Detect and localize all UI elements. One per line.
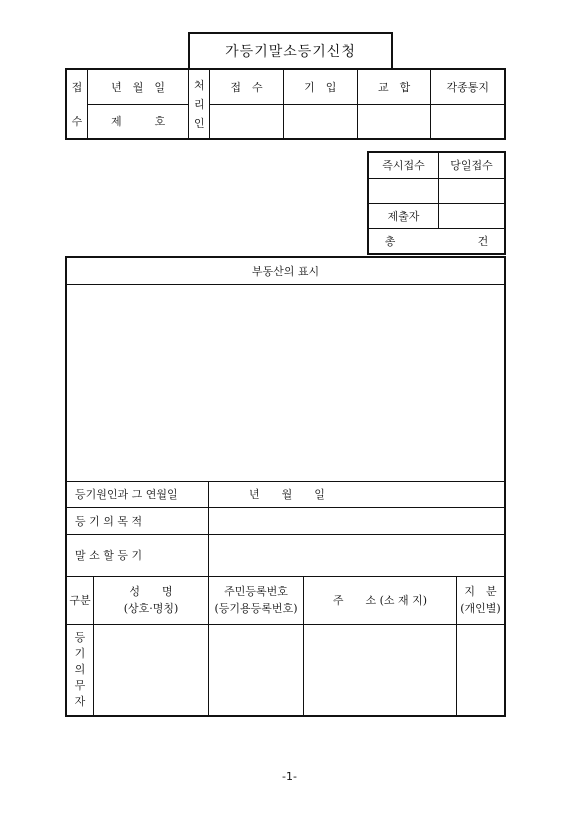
page-number: -1-: [282, 770, 297, 783]
submission-table: [367, 151, 506, 255]
cancel-registration-field[interactable]: [209, 534, 506, 576]
share-header-line-1: 지 분: [464, 585, 497, 598]
reception-label-top: 접: [66, 69, 87, 104]
obligor-name-cell[interactable]: [94, 624, 209, 716]
total-label: 총: [384, 234, 396, 248]
name-header-line-1: 성 명: [129, 585, 173, 598]
submitter-label: 제출자: [368, 203, 439, 228]
handler-label: [189, 69, 210, 139]
id-header-line-2: (등기용등록번호): [214, 602, 298, 615]
obligor-char: 의: [74, 662, 86, 676]
cause-date-field[interactable]: 년 월 일: [209, 481, 506, 507]
id-header: [209, 576, 304, 624]
division-header: 구분: [66, 576, 94, 624]
obligor-char: 기: [74, 646, 86, 660]
share-header-line-2: (개인별): [460, 602, 501, 615]
cause-label: 등기원인과 그 연월일: [66, 481, 209, 507]
number-field: 제 호: [87, 104, 189, 139]
col-check: 교 합: [357, 69, 431, 104]
immediate-label: 즉시접수: [368, 152, 439, 178]
address-header: 주 소 (소 재 지): [304, 576, 457, 624]
reception-label-bottom: 수: [66, 104, 87, 139]
cancel-registration-label: 말 소 할 등 기: [66, 534, 209, 576]
date-field: 년 월 일: [87, 69, 189, 104]
total-row: [368, 228, 505, 254]
purpose-field[interactable]: [209, 507, 506, 534]
obligor-share-cell[interactable]: [457, 624, 506, 716]
obligor-char: 무: [74, 678, 86, 692]
id-header-line-1: 주민등록번호: [224, 585, 288, 598]
immediate-cell[interactable]: [368, 178, 439, 203]
col-entry: 기 입: [283, 69, 357, 104]
obligor-address-cell[interactable]: [304, 624, 457, 716]
handler-char-3: 인: [193, 116, 205, 130]
handler-char-1: 처: [193, 78, 205, 92]
notice-cell[interactable]: [431, 104, 505, 139]
obligor-label: [66, 624, 94, 716]
check-cell[interactable]: [357, 104, 431, 139]
obligor-id-cell[interactable]: [209, 624, 304, 716]
main-form-table: [65, 256, 506, 717]
col-received: 접 수: [210, 69, 284, 104]
received-cell[interactable]: [210, 104, 284, 139]
same-day-cell[interactable]: [439, 178, 506, 203]
obligor-char: 자: [74, 694, 86, 708]
property-description-area[interactable]: [66, 284, 505, 481]
total-unit: 건: [477, 234, 489, 248]
form-title: [188, 32, 393, 68]
form-title-text: 가등기말소등기신청: [225, 44, 356, 60]
property-heading: 부동산의 표시: [66, 257, 505, 284]
name-header-line-2: (상호·명칭): [123, 602, 179, 615]
share-header: [457, 576, 506, 624]
submitter-cell[interactable]: [439, 203, 506, 228]
obligor-char: 등: [74, 630, 86, 644]
col-notice: 각종통지: [431, 69, 505, 104]
same-day-label: 당일접수: [439, 152, 506, 178]
reception-table: [65, 68, 506, 140]
entry-cell[interactable]: [283, 104, 357, 139]
name-header: [94, 576, 209, 624]
purpose-label: 등 기 의 목 적: [66, 507, 209, 534]
handler-char-2: 리: [193, 97, 205, 111]
